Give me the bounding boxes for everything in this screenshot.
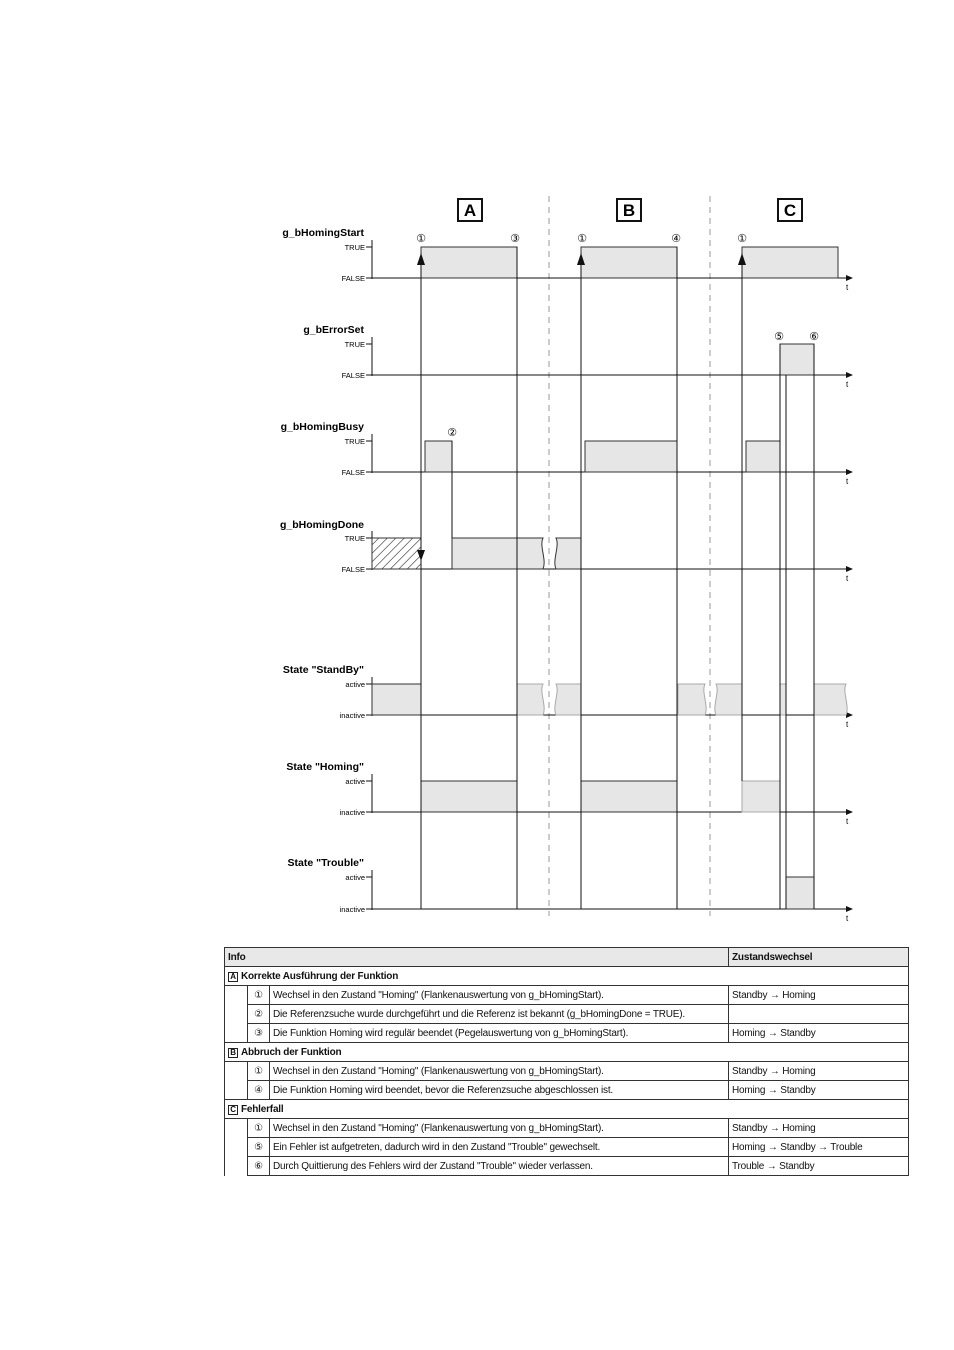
group-title	[225, 1100, 909, 1119]
svg-text:t: t	[846, 720, 849, 729]
signal-name: g_bErrorSet	[303, 324, 364, 336]
level-high-label: active	[345, 777, 365, 786]
row-description: Durch Quittierung des Fehlers wird der Zustand "Trouble" wieder verlassen.	[270, 1157, 729, 1176]
level-low-label: FALSE	[341, 565, 365, 574]
level-high-label: active	[345, 680, 365, 689]
group-letter: B	[228, 1048, 238, 1058]
group-title	[225, 1043, 909, 1062]
row-description: Die Referenzsuche wurde durchgeführt und die Referenz ist bekannt (g_bHomingDone = TRUE).	[270, 1005, 729, 1024]
svg-text:t: t	[846, 817, 849, 826]
signal-name: State "StandBy"	[282, 664, 364, 676]
group-title	[225, 967, 909, 986]
row-state-change: Homing → Standby	[729, 1024, 909, 1043]
svg-text:A: A	[463, 201, 477, 220]
table-group-row	[225, 1100, 909, 1119]
row-state-change: Standby → Homing	[729, 986, 909, 1005]
row-marker: ②	[248, 1005, 270, 1024]
table-row	[225, 1138, 909, 1157]
table-row	[225, 1005, 909, 1024]
signal-state-standby	[283, 664, 853, 729]
row-state-change: Homing → Standby	[729, 1081, 909, 1100]
row-marker: ①	[248, 986, 270, 1005]
level-high-label: TRUE	[344, 243, 365, 252]
marker-6: ⑥	[809, 331, 819, 343]
signal-error-set	[303, 324, 853, 389]
header-state-change: Zustandswechsel	[729, 948, 909, 967]
level-high-label: TRUE	[344, 340, 365, 349]
table-row	[225, 1119, 909, 1138]
row-description: Die Funktion Homing wird beendet, bevor die Referenzsuche abgeschlossen ist.	[270, 1081, 729, 1100]
level-low-label: FALSE	[341, 468, 365, 477]
level-low-label: FALSE	[341, 371, 365, 380]
marker-5: ⑤	[774, 331, 784, 343]
marker-4: ④	[671, 233, 681, 245]
svg-text:B: B	[622, 201, 636, 220]
row-state-change: Standby → Homing	[729, 1062, 909, 1081]
signal-homing-busy	[281, 421, 853, 486]
signal-name: g_bHomingStart	[282, 227, 364, 239]
marker-2: ②	[447, 427, 457, 439]
row-marker: ③	[248, 1024, 270, 1043]
table-row	[225, 986, 909, 1005]
svg-text:t: t	[846, 477, 849, 486]
row-marker: ④	[248, 1081, 270, 1100]
group-title-text: Abbruch der Funktion	[241, 1046, 342, 1058]
indent-cell	[225, 1119, 248, 1138]
row-description: Wechsel in den Zustand "Homing" (Flankenauswertung von g_bHomingStart).	[270, 1119, 729, 1138]
svg-text:t: t	[846, 380, 849, 389]
row-description: Wechsel in den Zustand "Homing" (Flankenauswertung von g_bHomingStart).	[270, 1062, 729, 1081]
table-row	[225, 1081, 909, 1100]
marker-1: ①	[737, 233, 747, 245]
row-marker: ①	[248, 1119, 270, 1138]
signal-name: g_bHomingDone	[280, 519, 364, 531]
signal-name: State "Trouble"	[287, 857, 364, 869]
row-state-change: Standby → Homing	[729, 1119, 909, 1138]
marker-3: ③	[510, 233, 520, 245]
indent-cell	[225, 1024, 248, 1043]
signal-homing-start	[282, 227, 853, 292]
row-marker: ⑤	[248, 1138, 270, 1157]
signal-homing-done	[280, 519, 853, 583]
table-group-row	[225, 1043, 909, 1062]
signal-name: State "Homing"	[286, 761, 364, 773]
indent-cell	[225, 1062, 248, 1081]
signal-state-homing	[286, 761, 853, 826]
marker-1: ①	[416, 233, 426, 245]
svg-text:t: t	[846, 574, 849, 583]
level-low-label: inactive	[339, 905, 365, 914]
row-marker: ①	[248, 1062, 270, 1081]
group-letter: A	[228, 972, 238, 982]
table-row	[225, 1062, 909, 1081]
group-title-text: Fehlerfall	[241, 1103, 284, 1115]
table-header-row	[225, 948, 909, 967]
section-label-c	[778, 199, 802, 221]
indent-cell	[225, 1157, 248, 1176]
table-row	[225, 1024, 909, 1043]
section-label-a	[458, 199, 482, 221]
signal-state-trouble	[288, 857, 853, 923]
row-state-change	[729, 1005, 909, 1024]
indent-cell	[225, 1138, 248, 1157]
info-table	[224, 947, 909, 1176]
indent-cell	[225, 986, 248, 1005]
table-group-row	[225, 967, 909, 986]
row-description: Die Funktion Homing wird regulär beendet (Pegelauswertung von g_bHomingStart).	[270, 1024, 729, 1043]
table-row	[225, 1157, 909, 1176]
svg-text:C: C	[783, 201, 797, 220]
level-low-label: FALSE	[341, 274, 365, 283]
indent-cell	[225, 1005, 248, 1024]
marker-1: ①	[577, 233, 587, 245]
svg-text:t: t	[846, 283, 849, 292]
row-description: Wechsel in den Zustand "Homing" (Flankenauswertung von g_bHomingStart).	[270, 986, 729, 1005]
svg-text:t: t	[846, 914, 849, 923]
section-label-b	[617, 199, 641, 221]
row-state-change: Homing → Standby → Trouble	[729, 1138, 909, 1157]
row-marker: ⑥	[248, 1157, 270, 1176]
signal-name: g_bHomingBusy	[280, 421, 364, 433]
level-high-label: active	[345, 873, 365, 882]
level-high-label: TRUE	[344, 437, 365, 446]
group-letter: C	[228, 1105, 238, 1115]
group-title-text: Korrekte Ausführung der Funktion	[241, 970, 399, 982]
level-low-label: inactive	[339, 808, 365, 817]
row-description: Ein Fehler ist aufgetreten, dadurch wird in den Zustand "Trouble" gewechselt.	[270, 1138, 729, 1157]
row-state-change: Trouble → Standby	[729, 1157, 909, 1176]
level-high-label: TRUE	[344, 534, 365, 543]
indent-cell	[225, 1081, 248, 1100]
header-info: Info	[225, 948, 729, 967]
level-low-label: inactive	[339, 711, 365, 720]
